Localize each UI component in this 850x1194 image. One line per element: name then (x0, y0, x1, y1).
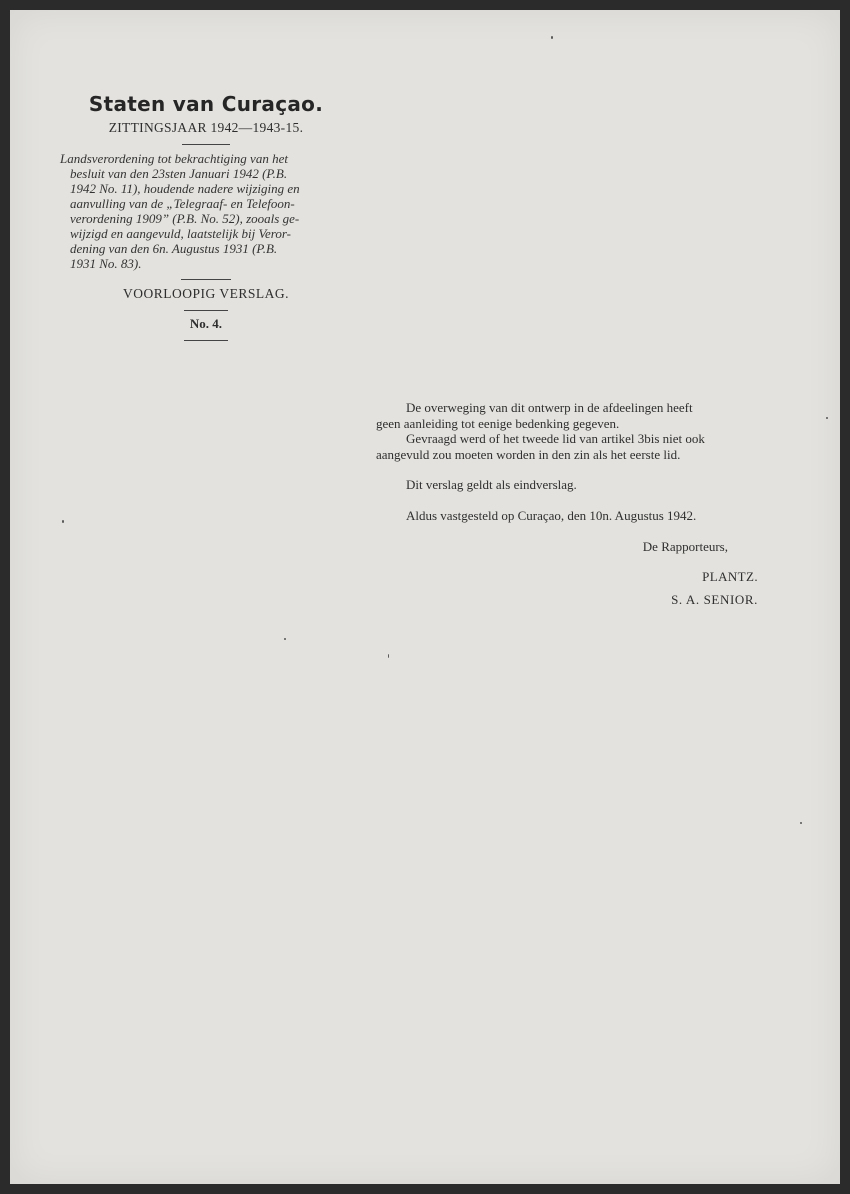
paper-speck (826, 417, 828, 419)
paragraph-3 (376, 477, 776, 493)
document-page (10, 10, 840, 1184)
ordinance-line: dening van den 6n. Augustus 1931 (P.B. (70, 241, 278, 256)
paper-speck (800, 822, 802, 824)
paragraph-1 (376, 400, 776, 431)
paragraph-2 (376, 431, 776, 462)
paragraph-line: aangevuld zou moeten worden in den zin als het eerste lid. (376, 446, 681, 462)
ordinance-line: verordening 1909” (P.B. No. 52), zooals ge- (70, 211, 300, 226)
paragraph-line: Aldus vastgesteld op Curaçao, den 10n. Augustus 1942. (406, 507, 697, 523)
ordinance-line: aanvulling van de „Telegraaf- en Telefoon- (70, 196, 295, 211)
ordinance-line: Landsverordening tot bekrachtiging van het (60, 151, 288, 166)
ordinance-line: 1942 No. 11), houdende nadere wijziging en (70, 181, 300, 196)
paper-speck (388, 654, 389, 658)
ordinance-line: 1931 No. 83). (70, 256, 142, 271)
paper-speck (62, 520, 64, 523)
paragraph-line: De overweging van dit ontwerp in de afdeelingen heeft (406, 400, 693, 415)
ordinance-line: besluit van den 23sten Januari 1942 (P.B. (70, 166, 288, 181)
report-body (376, 400, 776, 523)
header-block (60, 92, 352, 341)
ordinance-description (60, 151, 352, 271)
session-year: ZITTINGSJAAR 1942—1943-15. (108, 120, 304, 135)
document-title: Staten van Curaçao. (88, 92, 324, 116)
paragraph-line: Dit verslag geldt als eindverslag. (406, 477, 577, 492)
divider (184, 310, 228, 311)
report-number: No. 4. (189, 316, 223, 331)
signature-name: PLANTZ. (702, 569, 758, 584)
divider (184, 340, 228, 341)
ordinance-line: wijzigd en aangevuld, laatstelijk bij Veror- (70, 226, 291, 241)
paragraph-line: geen aanleiding tot eenige bedenking gegeven. (376, 415, 620, 431)
divider (181, 279, 231, 280)
paragraph-line: Gevraagd werd of het tweede lid van artikel 3bis niet ook (406, 431, 705, 446)
report-type: VOORLOOPIG VERSLAG. (122, 286, 289, 301)
paragraph-4 (376, 508, 776, 524)
paper-speck (284, 638, 286, 640)
divider (182, 144, 230, 145)
rapporteurs-label: De Rapporteurs, (642, 539, 728, 554)
signature-name: S. A. SENIOR. (671, 592, 758, 607)
paper-speck (551, 36, 553, 39)
